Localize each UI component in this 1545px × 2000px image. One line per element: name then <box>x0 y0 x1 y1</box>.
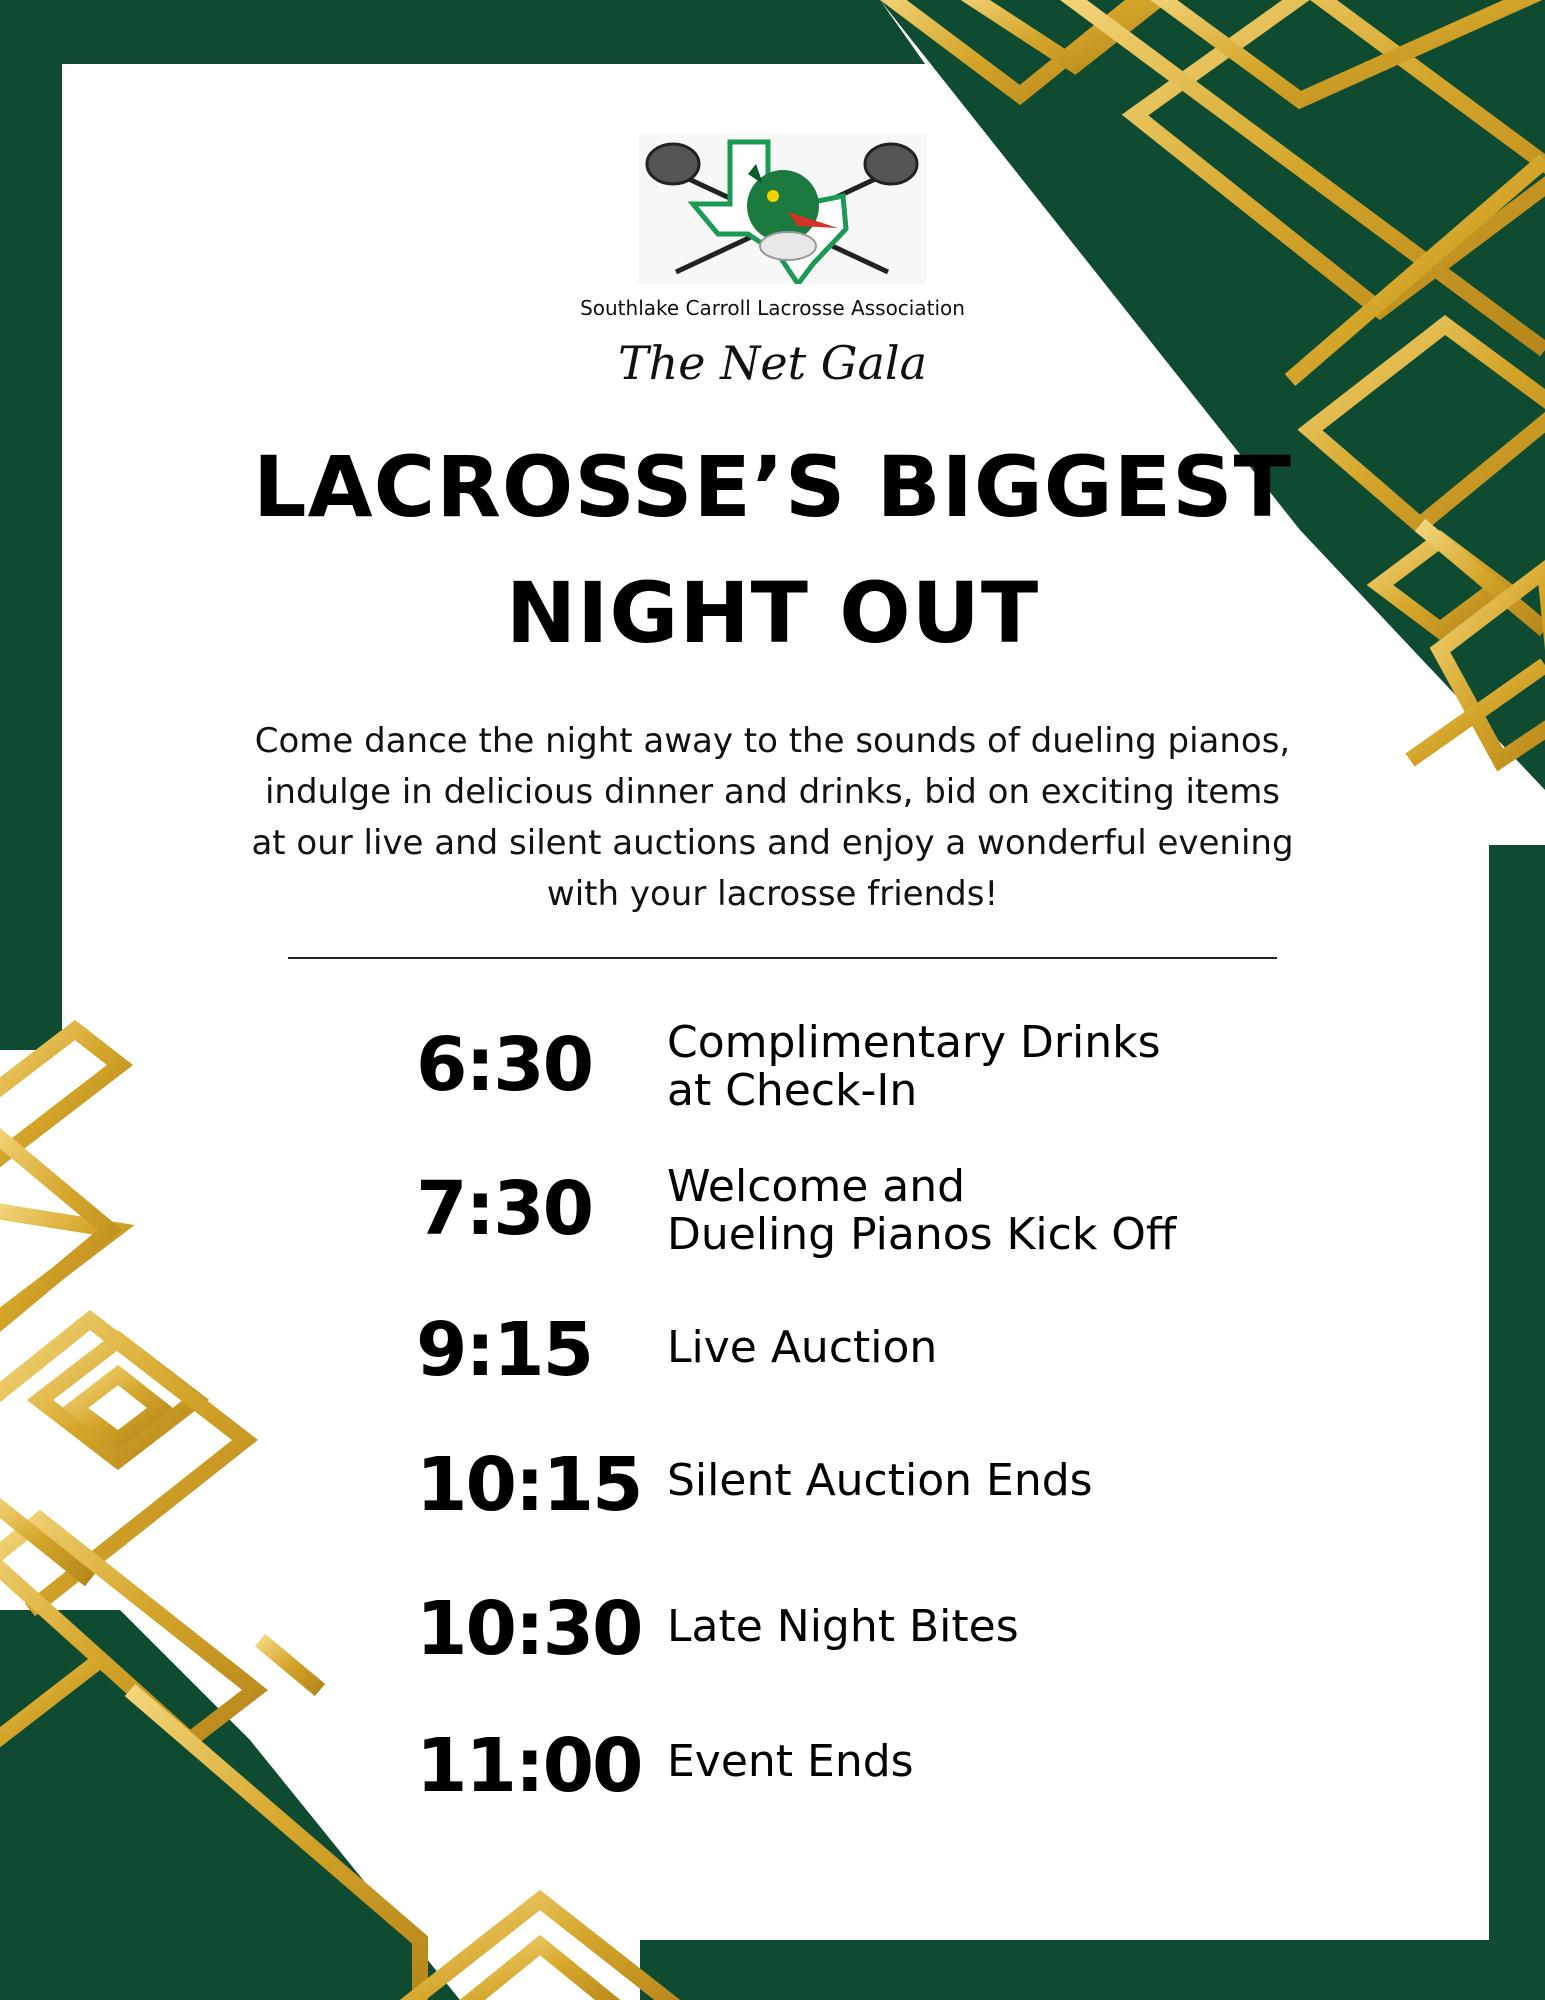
schedule-description-line-1: Live Auction <box>667 1322 938 1373</box>
intro-line-4: with your lacrosse friends! <box>546 874 999 914</box>
intro-line-1: Come dance the night away to the sounds of dueling pianos, <box>254 721 1291 761</box>
schedule-description-line-1: Silent Auction Ends <box>667 1455 1093 1506</box>
schedule-description-line-1: Welcome and <box>667 1161 966 1212</box>
lacrosse-dragon-texas-logo <box>638 134 926 284</box>
intro-line-2: indulge in delicious dinner and drinks, bid on exciting items <box>264 772 1281 812</box>
schedule-description-line-2: Dueling Pianos Kick Off <box>667 1209 1177 1260</box>
schedule-time: 10:30 <box>416 1586 642 1672</box>
intro-line-3: at our live and silent auctions and enjoy a wonderful evening <box>251 823 1294 863</box>
schedule-description-line-2: at Check-In <box>667 1065 918 1116</box>
schedule-description-line-1: Event Ends <box>667 1736 914 1787</box>
schedule-time: 10:15 <box>416 1442 642 1528</box>
schedule-time: 6:30 <box>416 1022 593 1108</box>
schedule-description-line-1: Late Night Bites <box>667 1601 1019 1652</box>
green-bottom-right-corner <box>640 845 1545 2000</box>
organization-name: Southlake Carroll Lacrosse Association <box>580 296 965 320</box>
schedule-time: 9:15 <box>416 1307 593 1393</box>
headline-line-1: LACROSSE’S BIGGEST <box>253 438 1292 536</box>
schedule-time: 7:30 <box>416 1166 593 1252</box>
headline-line-2: NIGHT OUT <box>505 564 1040 662</box>
divider <box>288 957 1277 959</box>
intro-paragraph <box>190 716 1355 920</box>
event-name: The Net Gala <box>617 336 928 390</box>
schedule-time: 11:00 <box>416 1723 642 1809</box>
headline <box>0 424 1545 676</box>
schedule-description-line-1: Complimentary Drinks <box>667 1017 1161 1068</box>
